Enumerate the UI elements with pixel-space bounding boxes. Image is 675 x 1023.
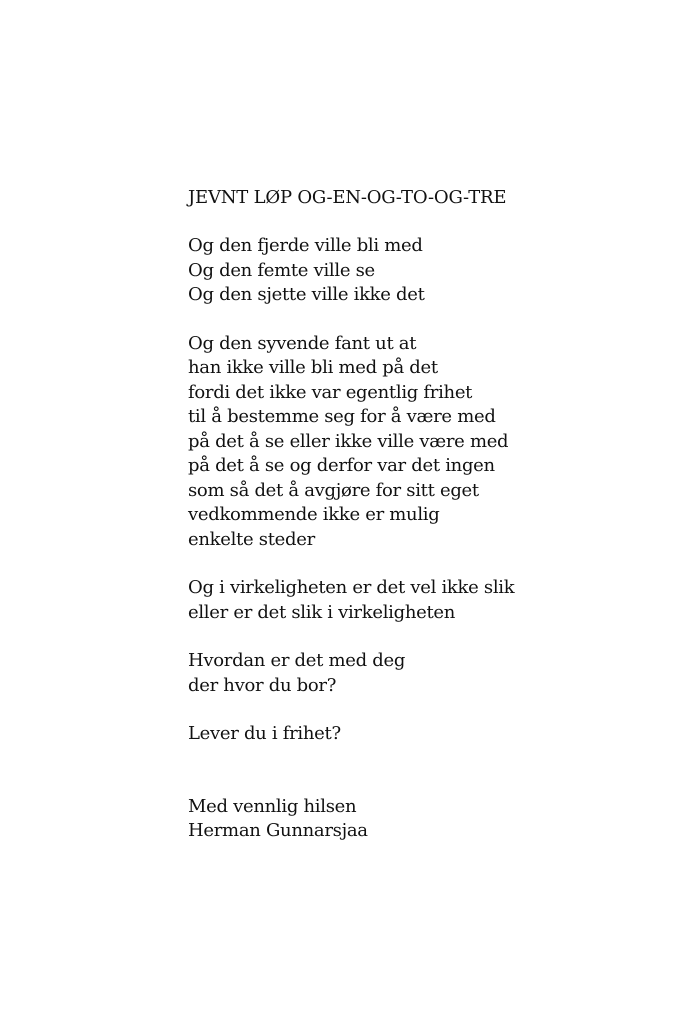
stanza-2 [188,332,648,553]
poem-line: Og den sjette ville ikke det [188,284,425,305]
signoff-author: Herman Gunnarsjaa [188,820,368,841]
poem-line: på det å se og derfor var det ingen [188,455,495,476]
stanza-4 [188,649,648,698]
poem-line: fordi det ikke var egentlig frihet [188,381,473,403]
stanza-5 [188,722,648,747]
poem-line: vedkommende ikke er mulig [188,504,440,525]
poem-line: eller er det slik i virkeligheten [188,601,456,623]
poem-line: der hvor du bor? [188,674,337,696]
stanza-1 [188,234,648,308]
poem-line: Lever du i frihet? [188,723,341,744]
poem-title: JEVNT LØP OG-EN-OG-TO-OG-TRE [188,187,507,208]
poem-line: som så det å avgjøre for sitt eget [188,479,479,501]
poem-line: til å bestemme seg for å være med [188,406,496,427]
poem-line: han ikke ville bli med på det [188,357,438,378]
poem-page [188,186,648,844]
poem-line: Og i virkeligheten er det vel ikke slik [188,577,515,598]
stanza-3 [188,576,648,625]
spacer [188,771,648,795]
poem-line: Og den fjerde ville bli med [188,235,423,256]
signoff-greeting: Med vennlig hilsen [188,795,357,817]
poem-line: enkelte steder [188,528,315,550]
poem-line: Og den femte ville se [188,259,375,281]
poem-line: Hvordan er det med deg [188,650,406,671]
poem-line: Og den syvende fant ut at [188,332,417,354]
poem-line: på det å se eller ikke ville være med [188,430,509,452]
signoff [188,795,648,844]
